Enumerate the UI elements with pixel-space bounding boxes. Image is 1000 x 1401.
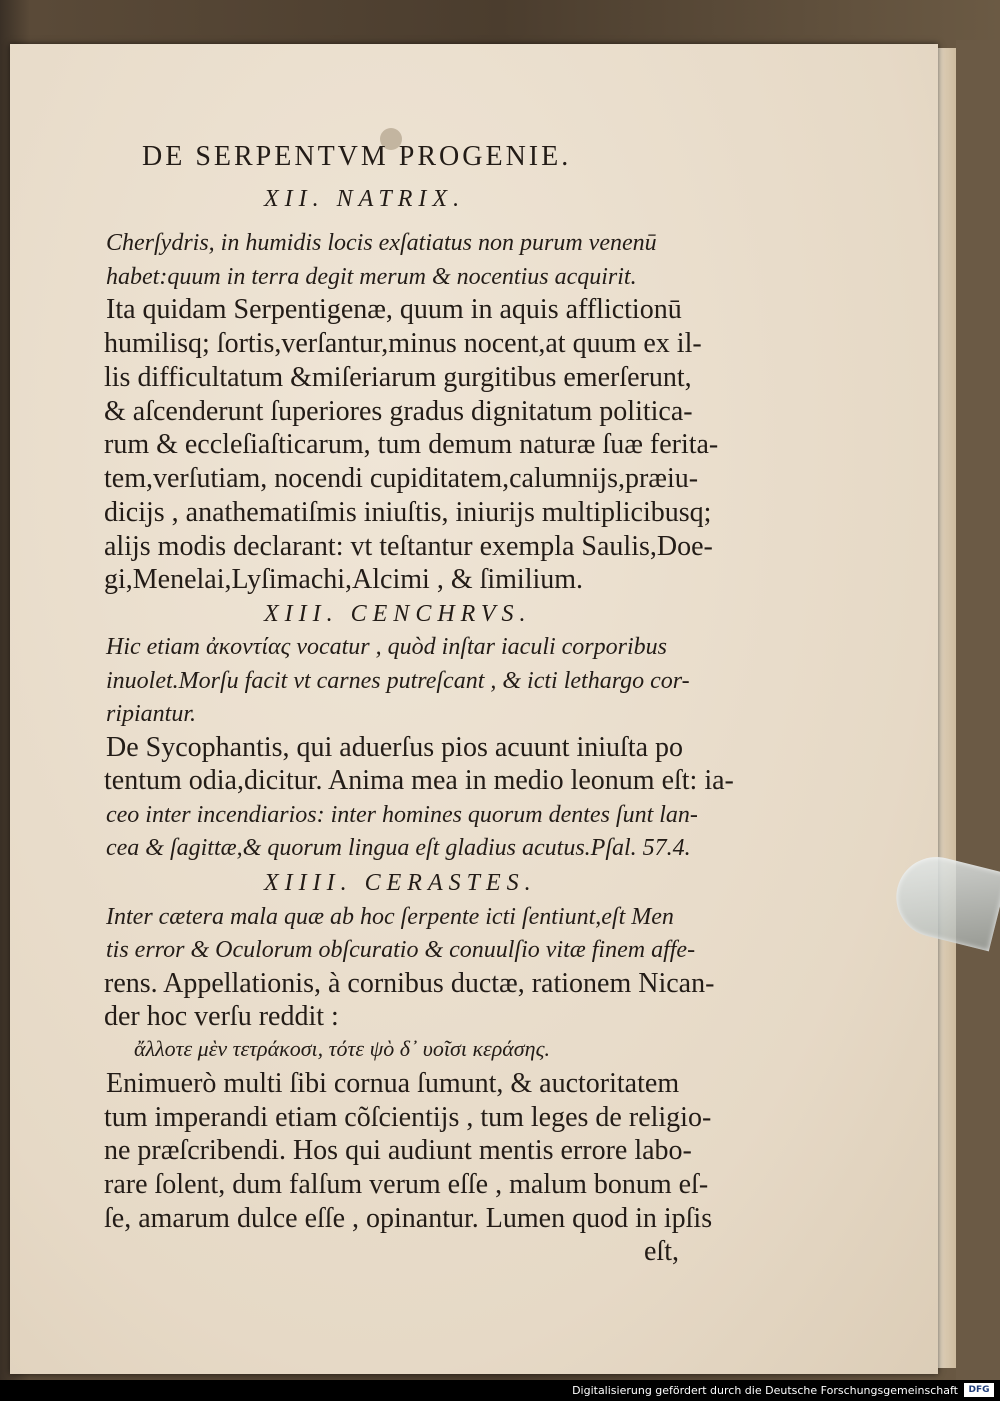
footer-credit: Digitalisierung gefördert durch die Deutsche Forschungsgemeinschaft [572, 1384, 958, 1397]
text-line: ripiantur. [106, 701, 197, 727]
text-line: rare ſolent, dum falſum verum eſſe , malum bonum eſ- [104, 1169, 709, 1200]
text-line: De Sycophantis, qui aduerſus pios acuunt iniuſta po [106, 732, 684, 763]
text-line: tentum odia,dicitur. Anima mea in medio leonum eſt: ia- [104, 765, 734, 796]
section-heading: XIIII. CERASTES. [264, 870, 537, 896]
text-line: inuolet.Morſu facit vt carnes putreſcant , & icti lethargo cor- [106, 668, 690, 694]
text-line: rens. Appellationis, à cornibus ductæ, rationem Nican- [104, 968, 715, 999]
text-line: ἄλλοτε μὲν τετράκοσι, τότε ψὸ δ᾽ υοῖσι κεράσης. [134, 1036, 551, 1061]
text-line: der hoc verſu reddit : [104, 1001, 339, 1032]
text-line: dicijs , anathematiſmis iniuſtis, iniurijs multiplicibusq; [104, 497, 712, 528]
section-heading: XII. NATRIX. [264, 186, 466, 212]
text-line: alijs modis declarant: vt teſtantur exempla Saulis,Doe- [104, 531, 713, 562]
text-line: habet:quum in terra degit merum & nocentius acquirit. [106, 264, 637, 290]
text-line: & aſcenderunt ſuperiores gradus dignitatum politica- [104, 396, 693, 427]
book-cover-board [956, 40, 1000, 1380]
text-line: tis error & Oculorum obſcuratio & conuulſio vitæ finem affe- [106, 937, 696, 963]
text-line: tem,verſutiam, nocendi cupiditatem,calumnijs,præiu- [104, 463, 699, 494]
text-line: lis difficultatum &miſeriarum gurgitibus emerſerunt, [104, 362, 692, 393]
footer-bar [0, 1380, 1000, 1401]
text-line: ne præſcribendi. Hos qui audiunt mentis errore labo- [104, 1135, 692, 1166]
text-line: Inter cætera mala quæ ab hoc ſerpente icti ſentiunt,eſt Men [106, 904, 674, 930]
text-line: cea & ſagittæ,& quorum lingua eſt gladius acutus.Pſal. 57.4. [106, 835, 691, 861]
text-line: ſe, amarum dulce eſſe , opinantur. Lumen quod in ipſis [104, 1203, 713, 1234]
text-line: humilisq; ſortis,verſantur,minus nocent,at quum ex il- [104, 328, 702, 359]
text-line: gi,Menelai,Lyſimachi,Alcimi , & ſimilium. [104, 564, 584, 595]
text-line: Ita quidam Serpentigenæ, quum in aquis afflictionū [106, 294, 682, 325]
text-line: Hic etiam ἀκοντίας vocatur , quòd inſtar iaculi corporibus [106, 634, 667, 660]
dfg-logo: DFG [964, 1383, 994, 1397]
section-heading: XIII. CENCHRVS. [264, 601, 532, 627]
text-line: Cherſydris, in humidis locis exſatiatus non purum venenū [106, 230, 657, 256]
page-edge [938, 48, 956, 1368]
text-line: tum imperandi etiam cõſcientijs , tum leges de religio- [104, 1102, 712, 1133]
text-line: eſt, [644, 1236, 679, 1267]
text-line: Enimuerò multi ſibi cornua ſumunt, & auctoritatem [106, 1068, 680, 1099]
text-line: rum & eccleſiaſticarum, tum demum naturæ ſuæ ferita- [104, 429, 719, 460]
running-head: DE SERPENTVM PROGENIE. [142, 141, 572, 172]
text-line: ceo inter incendiarios: inter homines quorum dentes ſunt lan- [106, 802, 698, 828]
